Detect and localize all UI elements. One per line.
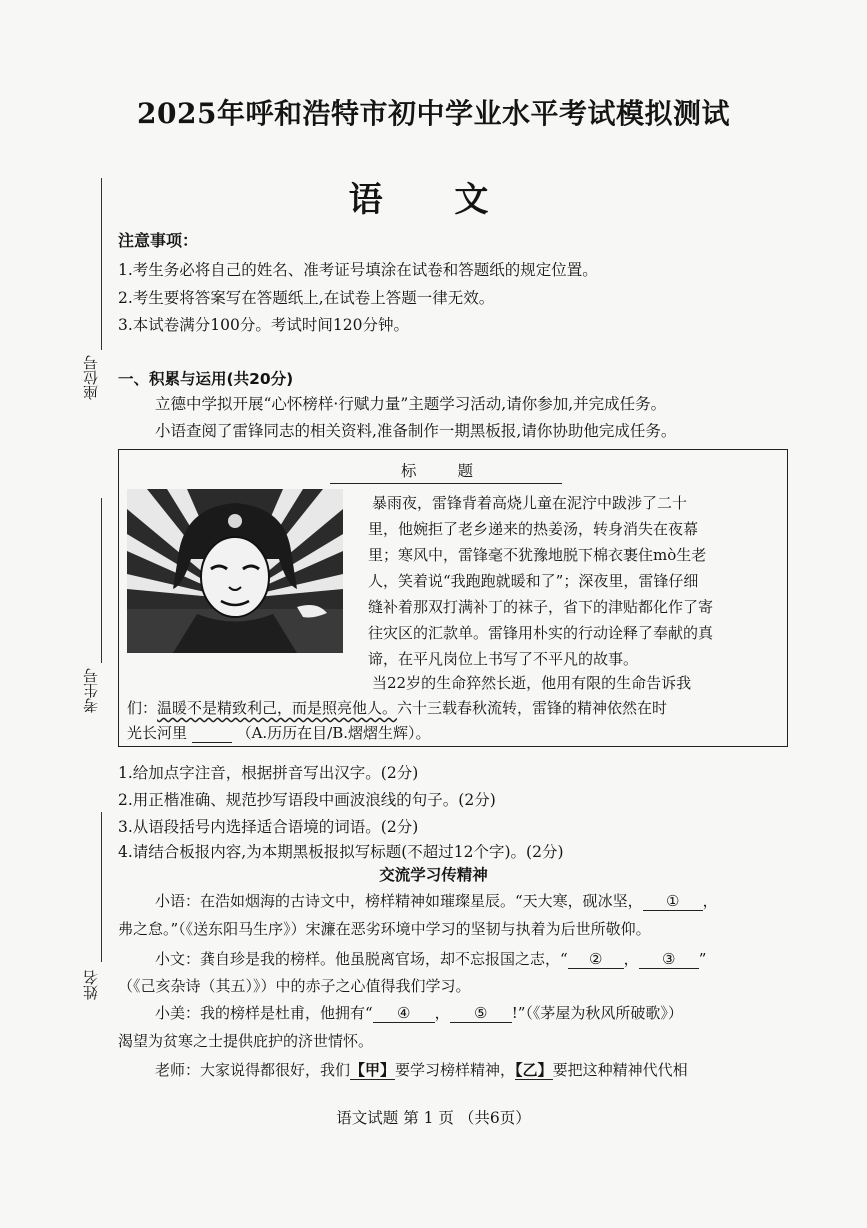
notice-item: 2.考生要将答案写在答题纸上,在试卷上答题一律无效。: [118, 289, 495, 307]
lei-feng-portrait: [127, 489, 343, 653]
xiaowen-line: 小文：龚自珍是我的榜样。他虽脱离官场，却不忘报国之志，“ ② ， ③ ”: [155, 950, 707, 968]
word-choice: （A.历历在目/B.熠熠生辉）。: [236, 724, 431, 742]
margin-line: [101, 178, 102, 350]
section-intro: 立德中学拟开展“心怀榜样·行赋力量”主题学习活动,请你参加,并完成任务。: [155, 395, 667, 413]
question-2: 2.用正楷准确、规范抄写语段中画波浪线的句子。(2分): [118, 791, 496, 809]
board-line: 里，他婉拒了老乡递来的热姜汤，转身消失在夜幕: [368, 520, 699, 538]
board-title: 标 题: [330, 459, 562, 484]
board-line: 谛，在平凡岗位上书写了不平凡的故事。: [368, 650, 639, 668]
blank-4[interactable]: ④: [373, 1004, 435, 1023]
wavy-sentence: 温暖不是精致利己，而是照亮他人。: [157, 699, 398, 717]
xiaoyu-line: 小语：在浩如烟海的古诗文中，榜样精神如璀璨星辰。“天大寒，砚冰坚， ① ，: [155, 892, 718, 910]
board-line: 缝补着那双打满补丁的袜子，省下的津贴都化作了寄: [368, 598, 714, 616]
board-line: 暴雨夜，雷锋背着高烧儿童在泥泞中跋涉了二十: [372, 494, 688, 512]
board-line-prefix: 光长河里: [127, 724, 188, 742]
blank-3[interactable]: ③: [639, 950, 699, 969]
xiaomei-line: 小美：我的榜样是杜甫，他拥有“ ④ ， ⑤ !”（《茅屋为秋风所破歌》）: [155, 1004, 683, 1022]
blank-jia[interactable]: 【甲】: [350, 1061, 396, 1079]
blank-2[interactable]: ②: [568, 950, 624, 969]
exchange-heading: 交流学习传精神: [379, 866, 488, 884]
seat-number-label: 座位号: [82, 355, 100, 400]
board-line: 当22岁的生命猝然长逝，他用有限的生命告诉我: [372, 674, 692, 692]
xiaoyu-line: 弗之怠。”（《送东阳马生序》）宋濂在恶劣环境中学习的坚韧与执着为后世所敬仰。: [118, 920, 651, 938]
xiaomei-line: 渴望为贫寒之士提供庇护的济世情怀。: [118, 1032, 374, 1050]
margin-line: [101, 812, 102, 962]
blank-5[interactable]: ⑤: [450, 1004, 512, 1023]
dialog-text: 小语：在浩如烟海的古诗文中，榜样精神如璀璨星辰。“天大寒，砚冰坚，: [155, 892, 643, 910]
question-3: 3.从语段括号内选择适合语境的词语。(2分): [118, 818, 419, 836]
name-label: 姓名: [82, 970, 100, 1000]
board-line-suffix: 六十三载春秋流转，雷锋的精神依然在时: [397, 699, 668, 717]
board-line: [127, 697, 667, 718]
exam-title: 2025年呼和浩特市初中学业水平考试模拟测试: [137, 97, 730, 130]
section-heading: 一、积累与运用(共20分): [118, 370, 294, 388]
dialog-text: 老师：大家说得都很好，我们: [155, 1061, 351, 1079]
section-intro: 小语查阅了雷锋同志的相关资料,准备制作一期黑板报,请你协助他完成任务。: [155, 422, 677, 440]
dialog-text: 要把这种精神代代相: [552, 1061, 688, 1079]
margin-line: [101, 498, 102, 663]
dialog-text: 小文：龚自珍是我的榜样。他虽脱离官场，却不忘报国之志，“: [155, 950, 568, 968]
board-line: 人，笑着说“我跑跑就暖和了”；深夜里，雷锋仔细: [368, 572, 699, 590]
question-1: 1.给加点字注音，根据拼音写出汉字。(2分): [118, 764, 419, 782]
teacher-line: [155, 1059, 688, 1080]
xiaowen-line: （《己亥杂诗（其五）》）中的赤子之心值得我们学习。: [118, 977, 471, 995]
blank-1[interactable]: ①: [643, 892, 703, 911]
notice-heading: 注意事项：: [118, 231, 199, 250]
candidate-number-label: 考生号: [82, 668, 100, 713]
question-4: 4.请结合板报内容,为本期黑板报拟写标题(不超过12个字)。(2分): [118, 843, 564, 861]
page-footer: 语文试题 第 1 页 （共6页）: [336, 1109, 531, 1127]
dialog-text: 要学习榜样精神，: [395, 1061, 516, 1079]
dialog-text: 小美：我的榜样是杜甫，他拥有“: [155, 1004, 373, 1022]
blank-yi[interactable]: 【乙】: [515, 1061, 553, 1079]
board-line: 里；寒风中，雷锋毫不犹豫地脱下棉衣裹住mò生老: [368, 546, 707, 564]
dialog-text: !”（《茅屋为秋风所破歌》）: [511, 1004, 683, 1022]
notice-item: 3.本试卷满分100分。考试时间120分钟。: [118, 316, 409, 334]
board-line-prefix: 们：: [127, 699, 158, 717]
subject-title: 语 文: [348, 180, 519, 220]
answer-blank[interactable]: [192, 724, 232, 743]
board-line: [127, 722, 431, 743]
board-line: 往灾区的汇款单。雷锋用朴实的行动诠释了奉献的真: [368, 624, 714, 642]
notice-item: 1.考生务必将自己的姓名、准考证号填涂在试卷和答题纸的规定位置。: [118, 261, 598, 279]
